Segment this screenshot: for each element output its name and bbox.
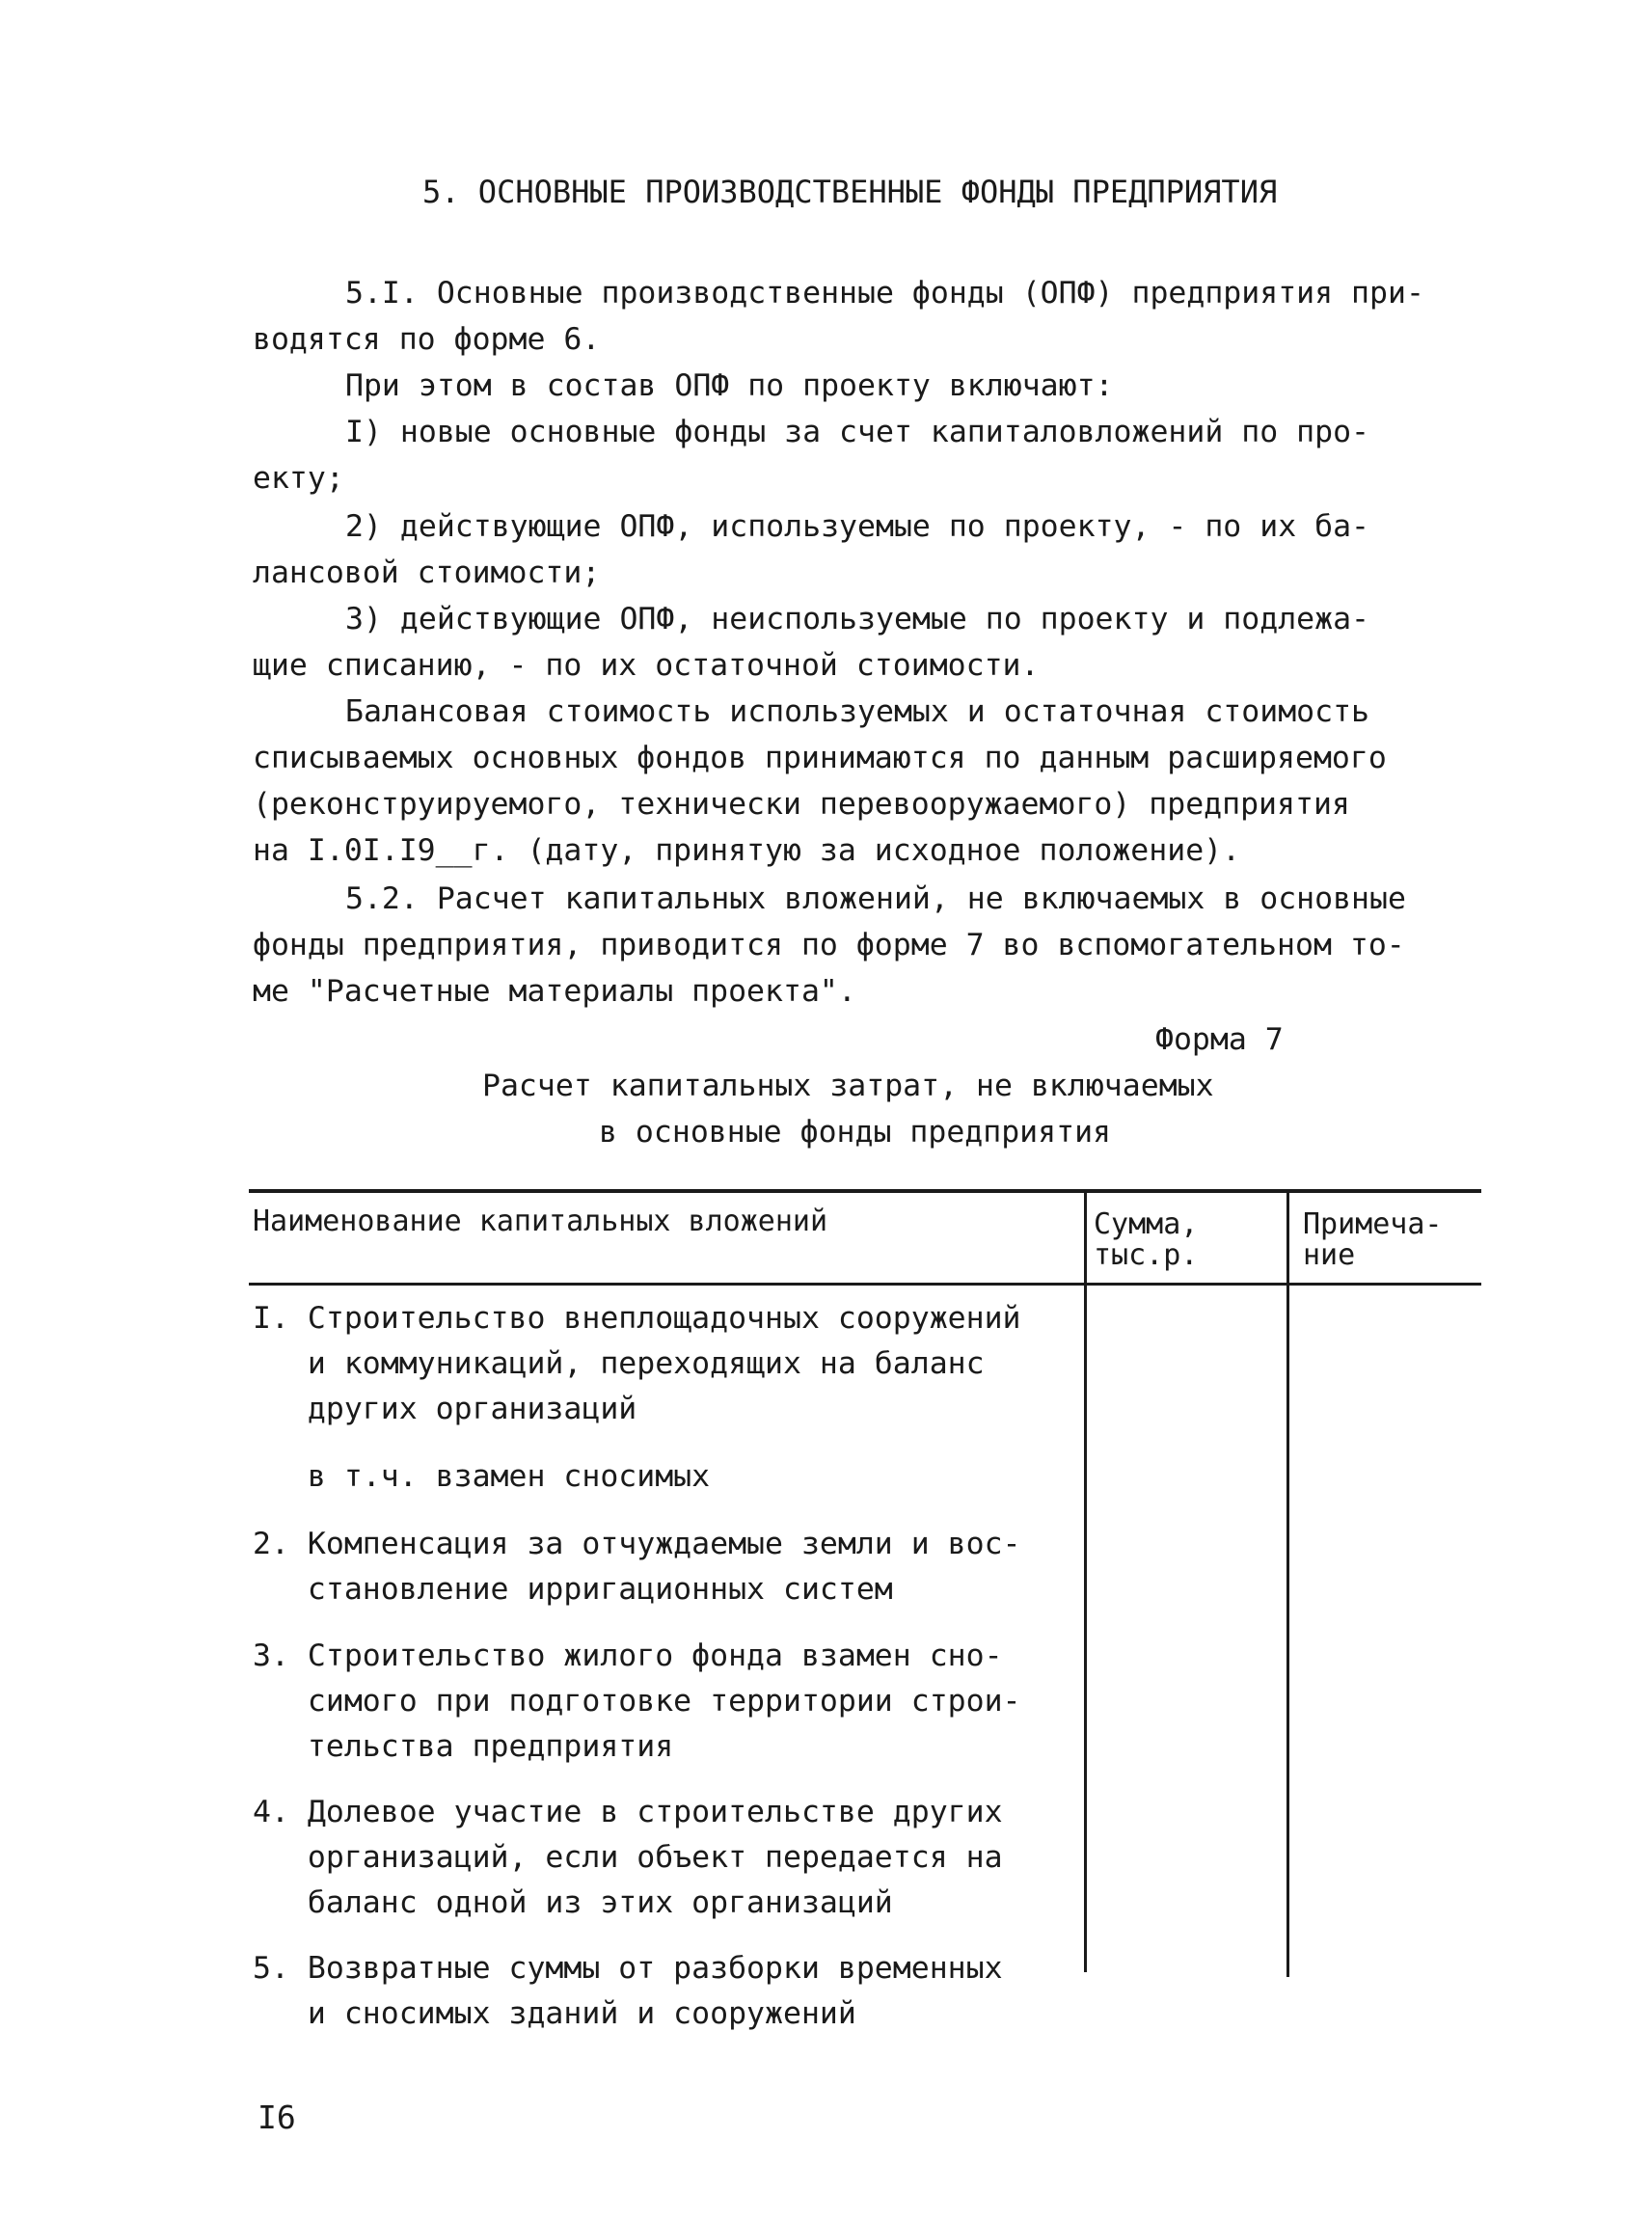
column-header-note: Примеча- bbox=[1303, 1207, 1443, 1241]
paragraph-line: списываемых основных фондов принимаются по данным расширяемого bbox=[253, 741, 1387, 775]
table-title-line: в основные фонды предприятия bbox=[599, 1115, 1112, 1150]
paragraph-line: щие списанию, - по их остаточной стоимости. bbox=[253, 648, 1040, 683]
paragraph-line: на I.0I.I9__г. (дату, принятую за исходное положение). bbox=[253, 833, 1241, 868]
column-header-note-cont: ние bbox=[1303, 1238, 1356, 1272]
column-header-sum-unit: тыс.р. bbox=[1094, 1238, 1199, 1272]
column-header-sum: Сумма, bbox=[1094, 1207, 1199, 1241]
paragraph-line: 5.2. Расчет капитальных вложений, не включаемых в основные bbox=[345, 881, 1406, 916]
paragraph-line: лансовой стоимости; bbox=[253, 555, 601, 590]
table-row-line: симого при подготовке территории строи- bbox=[253, 1684, 1021, 1719]
table-row-line: организаций, если объект передается на bbox=[253, 1840, 1003, 1875]
table-row-line: и коммуникаций, переходящих на баланс bbox=[253, 1346, 985, 1381]
table-row-line: становление ирригационных систем bbox=[253, 1572, 893, 1607]
table-top-rule bbox=[249, 1189, 1481, 1193]
paragraph-line: I) новые основные фонды за счет капиталовложений по про- bbox=[345, 415, 1370, 449]
paragraph-line: екту; bbox=[253, 461, 344, 496]
paragraph-line: 5.I. Основные производственные фонды (ОПФ) предприятия при- bbox=[345, 276, 1424, 311]
page-number: I6 bbox=[257, 2099, 296, 2136]
table-row-line: баланс одной из этих организаций bbox=[253, 1885, 893, 1920]
paragraph-line: (реконструируемого, технически перевооружаемого) предприятия bbox=[253, 787, 1350, 822]
table-row-line: в т.ч. взамен сносимых bbox=[253, 1459, 711, 1494]
table-column-divider bbox=[1286, 1191, 1289, 1977]
table-row-line: 2. Компенсация за отчуждаемые земли и вос- bbox=[253, 1527, 1021, 1561]
paragraph-line: Балансовая стоимость используемых и остаточная стоимость bbox=[345, 694, 1370, 729]
form-label: Форма 7 bbox=[1155, 1022, 1284, 1057]
paragraph-line: водятся по форме 6. bbox=[253, 322, 601, 357]
paragraph-line: 3) действующие ОПФ, неиспользуемые по проекту и подлежа- bbox=[345, 602, 1370, 637]
table-row-line: тельства предприятия bbox=[253, 1729, 674, 1764]
table-row-line: 5. Возвратные суммы от разборки временных bbox=[253, 1951, 1003, 1986]
paragraph-line: ме "Расчетные материалы проекта". bbox=[253, 974, 856, 1009]
column-header-name: Наименование капитальных вложений bbox=[253, 1205, 828, 1238]
paragraph-line: 2) действующие ОПФ, используемые по проекту, - по их ба- bbox=[345, 509, 1370, 544]
table-column-divider bbox=[1084, 1191, 1087, 1972]
table-row-line: 3. Строительство жилого фонда взамен сно- bbox=[253, 1639, 1003, 1673]
table-row-line: I. Строительство внеплощадочных сооружений bbox=[253, 1301, 1021, 1336]
paragraph-line: При этом в состав ОПФ по проекту включают: bbox=[345, 368, 1114, 403]
table-header-rule bbox=[249, 1283, 1481, 1286]
table-row-line: других организаций bbox=[253, 1392, 637, 1426]
table-title-line: Расчет капитальных затрат, не включаемых bbox=[482, 1069, 1214, 1103]
table-row-line: и сносимых зданий и сооружений bbox=[253, 1996, 856, 2031]
table-row-line: 4. Долевое участие в строительстве других bbox=[253, 1795, 1003, 1829]
section-title: 5. ОСНОВНЫЕ ПРОИЗВОДСТВЕННЫЕ ФОНДЫ ПРЕДПРИЯТИЯ bbox=[422, 174, 1278, 210]
paragraph-line: фонды предприятия, приводится по форме 7 во вспомогательном то- bbox=[253, 928, 1405, 962]
